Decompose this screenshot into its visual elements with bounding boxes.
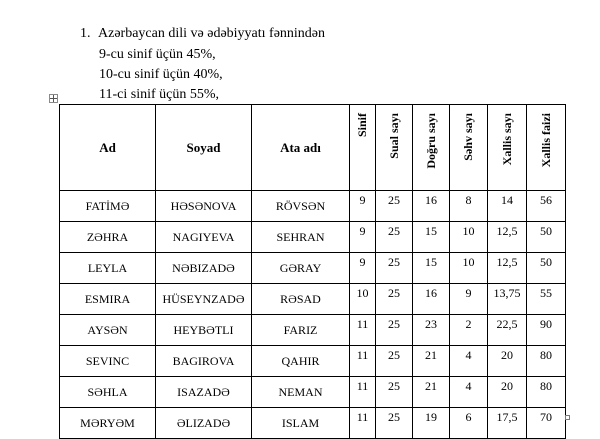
cell-xallis-sayi: 14 — [488, 191, 527, 222]
cell-ad: AYSƏN — [60, 315, 156, 346]
cell-xallis-sayi: 13,75 — [488, 284, 527, 315]
cell-xallis-faizi: 50 — [527, 253, 566, 284]
quota-line-9: 9-cu sinif üçün 45%, — [99, 47, 216, 62]
cell-dogru-sayi: 16 — [413, 284, 450, 315]
cell-xallis-sayi: 22,5 — [488, 315, 527, 346]
cell-dogru-sayi: 19 — [413, 408, 450, 439]
table-row — [60, 284, 566, 315]
cell-dogru-sayi: 23 — [413, 315, 450, 346]
header-sehv-sayi: Səhv sayı — [450, 105, 488, 191]
cell-xallis-sayi: 20 — [488, 346, 527, 377]
cell-ata-adi: GƏRAY — [252, 253, 350, 284]
cell-sehv-sayi: 10 — [450, 253, 488, 284]
header-ata-adi: Ata adı — [252, 105, 350, 191]
cell-soyad: NAGIYEVA — [156, 222, 252, 253]
cell-soyad: ƏLIZADƏ — [156, 408, 252, 439]
table-row — [60, 191, 566, 222]
cell-sinif: 11 — [350, 315, 376, 346]
cell-dogru-sayi: 15 — [413, 222, 450, 253]
quota-line-11: 11-ci sinif üçün 55%, — [99, 87, 220, 102]
table-row — [60, 222, 566, 253]
header-xallis-sayi: Xallis sayı — [488, 105, 527, 191]
cell-ad: ZƏHRA — [60, 222, 156, 253]
cell-sual-sayi: 25 — [376, 191, 413, 222]
cell-sual-sayi: 25 — [376, 284, 413, 315]
cell-soyad: BAGIROVA — [156, 346, 252, 377]
cell-sinif: 11 — [350, 346, 376, 377]
cell-xallis-sayi: 17,5 — [488, 408, 527, 439]
cell-sinif: 10 — [350, 284, 376, 315]
cell-sinif: 9 — [350, 191, 376, 222]
cell-ad: FATİMƏ — [60, 191, 156, 222]
cell-sual-sayi: 25 — [376, 253, 413, 284]
header-soyad: Soyad — [156, 105, 252, 191]
header-ad: Ad — [60, 105, 156, 191]
cell-dogru-sayi: 21 — [413, 346, 450, 377]
cell-dogru-sayi: 15 — [413, 253, 450, 284]
cell-sehv-sayi: 6 — [450, 408, 488, 439]
table-row — [60, 315, 566, 346]
cell-ata-adi: SEHRAN — [252, 222, 350, 253]
heading-title: Azərbaycan dili və ədəbiyyatı fənnindən — [98, 26, 326, 41]
cell-ata-adi: RƏSAD — [252, 284, 350, 315]
cell-sual-sayi: 25 — [376, 222, 413, 253]
header-xallis-faizi: Xallis faizi — [527, 105, 566, 191]
cell-ata-adi: NEMAN — [252, 377, 350, 408]
header-sual-sayi: Sual sayı — [376, 105, 413, 191]
cell-ad: ESMIRA — [60, 284, 156, 315]
cell-ata-adi: FARIZ — [252, 315, 350, 346]
table-row — [60, 377, 566, 408]
cell-ad: SEVINC — [60, 346, 156, 377]
cell-sehv-sayi: 2 — [450, 315, 488, 346]
cell-ad: LEYLA — [60, 253, 156, 284]
cell-ad: SƏHLA — [60, 377, 156, 408]
cell-sual-sayi: 25 — [376, 408, 413, 439]
cell-xallis-faizi: 70 — [527, 408, 566, 439]
header-sinif: Sinif — [350, 105, 376, 191]
table-move-handle-icon[interactable] — [49, 94, 58, 103]
cell-ata-adi: RÖVSƏN — [252, 191, 350, 222]
cell-sehv-sayi: 4 — [450, 346, 488, 377]
cell-soyad: HEYBƏTLI — [156, 315, 252, 346]
table-header-row — [60, 105, 566, 191]
list-heading — [80, 24, 325, 44]
table-row — [60, 253, 566, 284]
cell-sinif: 11 — [350, 408, 376, 439]
cell-xallis-faizi: 55 — [527, 284, 566, 315]
cell-sehv-sayi: 10 — [450, 222, 488, 253]
table-row — [60, 408, 566, 439]
cell-soyad: ISAZADƏ — [156, 377, 252, 408]
cell-sehv-sayi: 9 — [450, 284, 488, 315]
cell-xallis-faizi: 50 — [527, 222, 566, 253]
cell-sinif: 9 — [350, 253, 376, 284]
cell-sehv-sayi: 8 — [450, 191, 488, 222]
cell-sual-sayi: 25 — [376, 315, 413, 346]
cell-sual-sayi: 25 — [376, 377, 413, 408]
cell-soyad: HÜSEYNZADƏ — [156, 284, 252, 315]
cell-sual-sayi: 25 — [376, 346, 413, 377]
cell-ata-adi: QAHIR — [252, 346, 350, 377]
cell-soyad: HƏSƏNOVA — [156, 191, 252, 222]
cell-ad: MƏRYƏM — [60, 408, 156, 439]
list-number: 1. — [80, 26, 91, 41]
table-resize-handle-icon[interactable] — [565, 415, 570, 420]
header-dogru-sayi: Doğru sayı — [413, 105, 450, 191]
cell-ata-adi: ISLAM — [252, 408, 350, 439]
cell-xallis-sayi: 12,5 — [488, 222, 527, 253]
cell-soyad: NƏBIZADƏ — [156, 253, 252, 284]
results-table — [59, 104, 566, 439]
quota-line-10: 10-cu sinif üçün 40%, — [99, 67, 223, 82]
cell-dogru-sayi: 21 — [413, 377, 450, 408]
cell-dogru-sayi: 16 — [413, 191, 450, 222]
cell-xallis-sayi: 20 — [488, 377, 527, 408]
cell-xallis-faizi: 80 — [527, 346, 566, 377]
cell-xallis-faizi: 80 — [527, 377, 566, 408]
table-row — [60, 346, 566, 377]
cell-xallis-faizi: 90 — [527, 315, 566, 346]
cell-xallis-faizi: 56 — [527, 191, 566, 222]
cell-sinif: 9 — [350, 222, 376, 253]
cell-xallis-sayi: 12,5 — [488, 253, 527, 284]
cell-sehv-sayi: 4 — [450, 377, 488, 408]
cell-sinif: 11 — [350, 377, 376, 408]
